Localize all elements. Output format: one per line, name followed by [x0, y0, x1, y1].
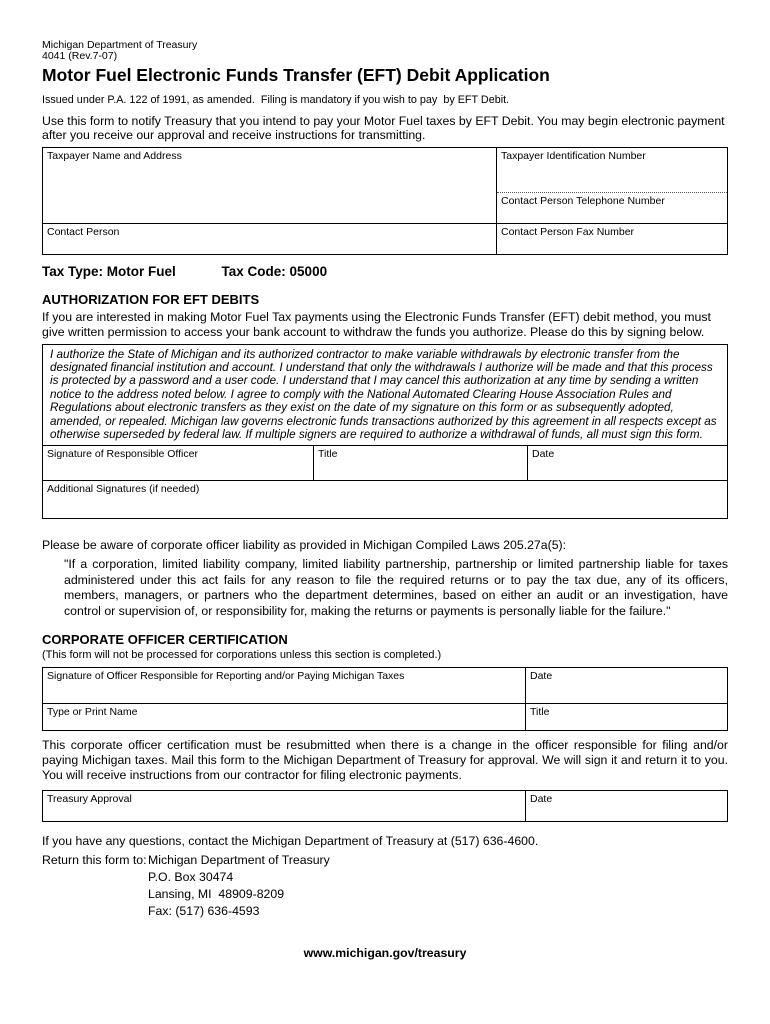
- liability-quote-text: "If a corporation, limited liability company, limited liability partnership, partnership or limited partnership liable for taxes administered under this act fails for any reason to file the required returns or to pay the tax due, any of its officers, members, managers, or partners who the department determines, based on either an audit or an investigation, have control or supervision of, or responsibility for, making the returns or payments is personally liable for the failure.": [64, 557, 728, 618]
- contact-telephone-label: Contact Person Telephone Number: [501, 194, 665, 207]
- responsible-officer-signature-label: Signature of Responsible Officer: [47, 448, 198, 461]
- officer-title-field[interactable]: [313, 446, 527, 480]
- tax-type-value: Tax Type: Motor Fuel: [42, 263, 176, 279]
- issued-under-text: Issued under P.A. 122 of 1991, as amended. Filing is mandatory if you wish to pay by EFT Debit.: [42, 94, 510, 106]
- treasury-website-text: www.michigan.gov/treasury: [303, 946, 467, 960]
- taxpayer-name-address-field[interactable]: [43, 148, 497, 223]
- agency-name: Michigan Department of Treasury: [42, 39, 198, 51]
- return-address-line: Michigan Department of Treasury: [148, 853, 330, 868]
- taxpayer-id-field[interactable]: [497, 148, 727, 193]
- approval-date-label: Date: [530, 793, 553, 806]
- return-address-line: P.O. Box 30474: [148, 870, 234, 885]
- cert-officer-signature-field[interactable]: [43, 668, 525, 703]
- authorization-statement-text: I authorize the State of Michigan and its authorized contractor to make variable withdrawals by electronic transfer from the designated financial institution and account. I understand that only the withdrawals I authorize will be made and that this process is protected by a password and a user code. I understand that I may cancel this authorization at any time by sending a written notice to the address noted below. I agree to comply with the National Automated Clearing House Association Rules and Regulations about electronic transfers as they exist on the date of my signature on this form or as subsequently adopted, amended, or repealed. Michigan law governs electronic funds transactions authorized by this agreement in all respects except as otherwise superseded by federal law. If multiple signers are required to authorize a withdrawal of funds, all must sign this form.: [50, 347, 717, 442]
- page-title: Motor Fuel Electronic Funds Transfer (EFT) Debit Application: [42, 65, 550, 85]
- officer-title-label: Title: [318, 448, 338, 461]
- responsible-officer-signature-field[interactable]: [43, 446, 313, 480]
- cert-print-name-field[interactable]: [43, 703, 525, 730]
- additional-signatures-field[interactable]: [43, 480, 727, 518]
- return-to-label: Return this form to:: [42, 853, 147, 868]
- contact-person-label: Contact Person: [47, 225, 120, 238]
- treasury-approval-label: Treasury Approval: [47, 793, 132, 806]
- cert-title-label: Title: [530, 706, 550, 719]
- form-header: [42, 40, 728, 61]
- return-address-line: Fax: (517) 636-4593: [148, 904, 260, 919]
- cert-officer-signature-label: Signature of Officer Responsible for Reporting and/or Paying Michigan Taxes: [47, 670, 405, 683]
- authorization-heading: AUTHORIZATION FOR EFT DEBITS: [42, 291, 260, 307]
- additional-signatures-label: Additional Signatures (if needed): [47, 483, 200, 496]
- certification-note-text: This corporate officer certification must be resubmitted when there is a change in the officer responsible for filing and/or paying Michigan taxes. Mail this form to the Michigan Department of Treasury for approval. We will sign it and return it to you. You will receive instructions from our contractor for filing electronic payments.: [42, 738, 728, 783]
- cert-date-label: Date: [530, 670, 553, 683]
- taxpayer-info-table: [42, 147, 728, 255]
- cert-date-field[interactable]: [525, 668, 727, 703]
- signature-row: [43, 445, 727, 480]
- certification-heading: CORPORATE OFFICER CERTIFICATION: [42, 632, 288, 648]
- authorization-intro-text: If you are interested in making Motor Fuel Tax payments using the Electronic Funds Transfer (EFT) debit method, you must give written permission to access your bank account to withdraw the funds you authorize. Please do this by signing below.: [42, 309, 711, 339]
- certification-subheading: (This form will not be processed for corporations unless this section is completed.): [42, 649, 442, 662]
- form-number: 4041 (Rev.7-07): [42, 49, 118, 62]
- liability-intro-text: Please be aware of corporate officer liability as provided in Michigan Compiled Laws 205.27a(5):: [42, 538, 567, 553]
- treasury-approval-field[interactable]: [43, 791, 525, 821]
- contact-telephone-field[interactable]: [497, 193, 727, 223]
- contact-person-field[interactable]: [43, 223, 497, 254]
- cert-title-field[interactable]: [525, 703, 727, 730]
- cert-print-name-label: Type or Print Name: [47, 706, 138, 719]
- signature-date-field[interactable]: [527, 446, 727, 480]
- authorization-box: [42, 344, 728, 520]
- tax-code-value: Tax Code: 05000: [221, 263, 328, 279]
- approval-date-field[interactable]: [525, 791, 727, 821]
- return-address-block: [42, 852, 728, 920]
- form-intro-text: Use this form to notify Treasury that you intend to pay your Motor Fuel taxes by EFT Debit. You may begin electronic payment after you receive our approval and receive instructions for transmitting.: [42, 114, 725, 142]
- certification-table: [42, 667, 728, 731]
- taxpayer-id-label: Taxpayer Identification Number: [501, 149, 646, 162]
- tax-type-line: [42, 264, 728, 279]
- contact-fax-label: Contact Person Fax Number: [501, 225, 635, 238]
- signature-date-label: Date: [532, 448, 555, 461]
- taxpayer-name-address-label: Taxpayer Name and Address: [47, 149, 182, 162]
- return-address-line: Lansing, MI 48909-8209: [148, 887, 285, 902]
- questions-text: If you have any questions, contact the Michigan Department of Treasury at (517) 636-4600.: [42, 834, 539, 849]
- contact-fax-field[interactable]: [497, 223, 727, 254]
- return-address: [148, 852, 330, 920]
- treasury-approval-table: [42, 790, 728, 822]
